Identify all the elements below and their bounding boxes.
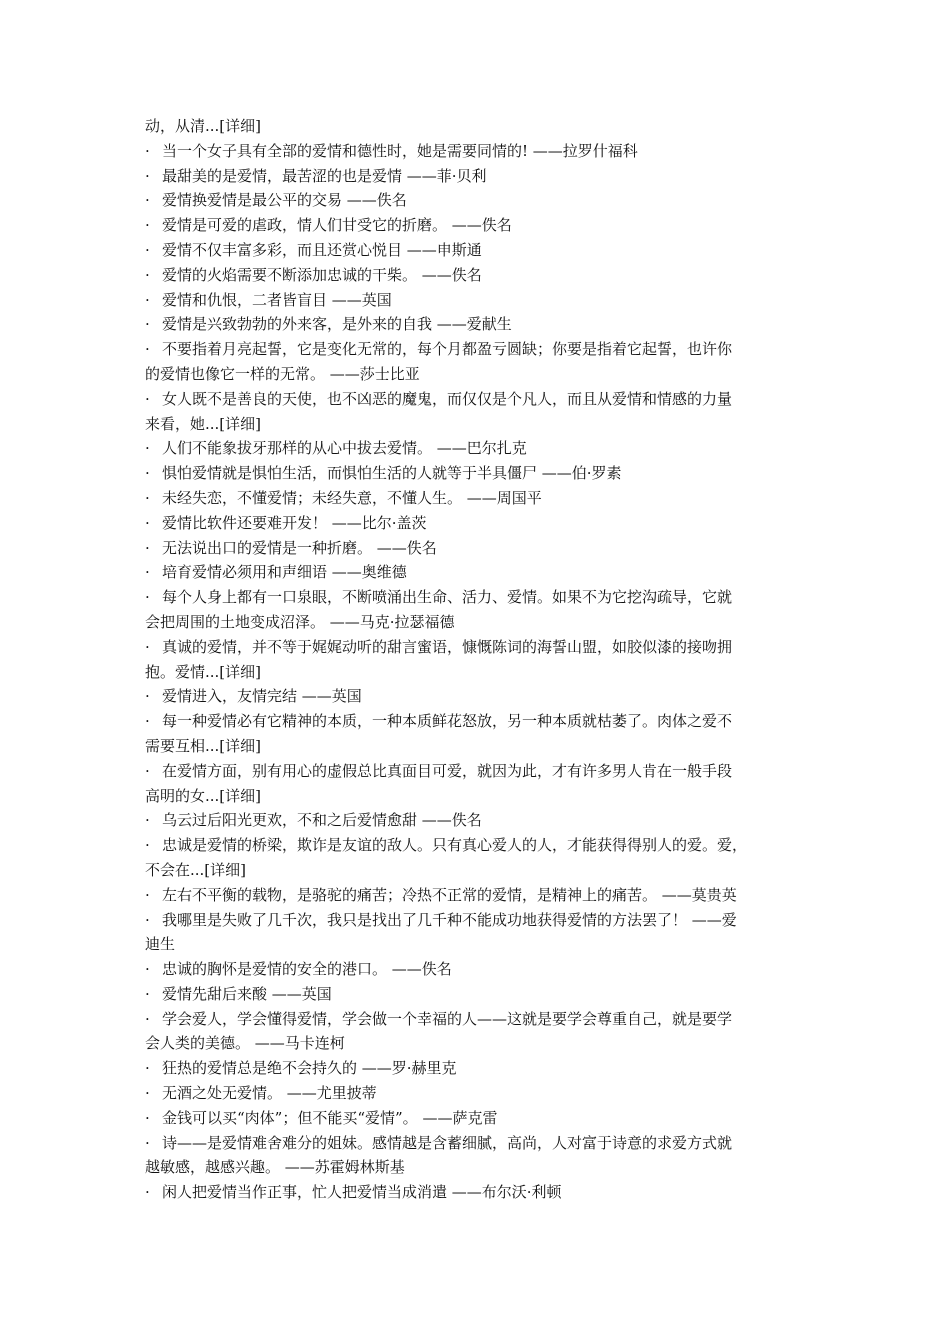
bullet-marker: · <box>145 240 150 259</box>
quote-text: 忠诚的胸怀是爱情的安全的港口。 ——佚名 <box>162 960 452 979</box>
bullet-marker: · <box>145 910 150 929</box>
bullet-marker: · <box>145 1009 150 1028</box>
quote-line <box>145 188 812 213</box>
document-body <box>145 114 812 1205</box>
quote-line <box>145 908 812 933</box>
quote-text: 越敏感，越感兴趣。 ——苏霍姆林斯基 <box>145 1158 405 1177</box>
quote-line <box>145 536 812 561</box>
quote-text: 爱情和仇恨，二者皆盲目 ——英国 <box>162 290 392 309</box>
quote-text: 爱情先甜后来酸 ——英国 <box>162 984 332 1003</box>
quote-line <box>145 560 812 585</box>
quote-text: 真诚的爱情，并不等于娓娓动听的甜言蜜语，慷慨陈词的海誓山盟，如胶似漆的接吻拥 <box>162 637 733 656</box>
quote-text: 每一种爱情必有它精神的本质，一种本质鲜花怒放，另一种本质就枯萎了。肉体之爱不 <box>162 712 733 731</box>
bullet-marker: · <box>145 265 150 284</box>
quote-line <box>145 139 812 164</box>
quote-line <box>145 585 812 610</box>
quote-line <box>145 1056 812 1081</box>
quote-continuation-line <box>145 858 812 883</box>
quote-line <box>145 238 812 263</box>
quote-text: 会把周围的土地变成沼泽。 ——马克·拉瑟福德 <box>145 612 455 631</box>
quote-line <box>145 1007 812 1032</box>
quote-text: 狂热的爱情总是绝不会持久的 ——罗·赫里克 <box>162 1059 457 1078</box>
quote-text: 爱情的火焰需要不断添加忠诚的干柴。 ——佚名 <box>162 265 482 284</box>
bullet-marker: · <box>145 315 150 334</box>
bullet-marker: · <box>145 216 150 235</box>
quote-text: 最甜美的是爱情，最苦涩的也是爱情 ——菲·贝利 <box>162 166 487 185</box>
quote-text: 爱情是可爱的虐政，情人们甘受它的折磨。 ——佚名 <box>162 216 512 235</box>
quote-text: 人们不能象拔牙那样的从心中拔去爱情。 ——巴尔扎克 <box>162 439 527 458</box>
quote-line <box>145 436 812 461</box>
quote-line <box>145 808 812 833</box>
quote-line <box>145 288 812 313</box>
quote-line <box>145 263 812 288</box>
bullet-marker: · <box>145 563 150 582</box>
quote-line <box>145 759 812 784</box>
quote-continuation-line <box>145 784 812 809</box>
bullet-marker: · <box>145 811 150 830</box>
bullet-marker: · <box>145 836 150 855</box>
bullet-marker: · <box>145 761 150 780</box>
quote-text: 无法说出口的爱情是一种折磨。 ——佚名 <box>162 538 437 557</box>
quote-line <box>145 1131 812 1156</box>
quote-text: 爱情不仅丰富多彩，而且还赏心悦目 ——申斯通 <box>162 240 482 259</box>
bullet-marker: · <box>145 191 150 210</box>
quote-line <box>145 635 812 660</box>
quote-continuation-line <box>145 412 812 437</box>
quote-line <box>145 213 812 238</box>
quote-text: 女人既不是善良的天使，也不凶恶的魔鬼，而仅仅是个凡人，而且从爱情和情感的力量 <box>162 389 733 408</box>
bullet-marker: · <box>145 439 150 458</box>
quote-text: 的爱情也像它一样的无常。 ——莎士比亚 <box>145 364 420 383</box>
quote-text: 高明的女...[详细] <box>145 786 262 805</box>
bullet-marker: · <box>145 538 150 557</box>
quote-text: 爱情换爱情是最公平的交易 ——佚名 <box>162 191 407 210</box>
quote-line <box>145 982 812 1007</box>
bullet-marker: · <box>145 960 150 979</box>
quote-line <box>145 883 812 908</box>
quote-line <box>145 709 812 734</box>
quote-text: 来看，她...[详细] <box>145 414 262 433</box>
quote-text: 未经失恋，不懂爱情；未经失意，不懂人生。 ——周国平 <box>162 488 542 507</box>
quote-continuation-line <box>145 660 812 685</box>
quote-text: 不会在...[详细] <box>145 860 247 879</box>
quote-text: 迪生 <box>145 935 176 954</box>
quote-line <box>145 511 812 536</box>
bullet-marker: · <box>145 340 150 359</box>
bullet-marker: · <box>145 488 150 507</box>
bullet-marker: · <box>145 712 150 731</box>
bullet-marker: · <box>145 513 150 532</box>
bullet-marker: · <box>145 1108 150 1127</box>
quote-text: 闲人把爱情当作正事，忙人把爱情当成消遣 ——布尔沃·利顿 <box>162 1183 562 1202</box>
quote-line <box>145 1081 812 1106</box>
quote-line <box>145 1106 812 1131</box>
quote-text: 动，从清...[详细] <box>145 117 262 135</box>
quote-text: 无酒之处无爱情。 ——尤里披蒂 <box>162 1084 377 1103</box>
quote-text: 抱。爱情...[详细] <box>145 662 262 681</box>
quote-text: 乌云过后阳光更欢，不和之后爱情愈甜 ——佚名 <box>162 811 482 830</box>
bullet-marker: · <box>145 984 150 1003</box>
bullet-marker: · <box>145 1183 150 1202</box>
quote-text: 金钱可以买“肉体”；但不能买“爱情”。 ——萨克雷 <box>162 1108 498 1127</box>
bullet-marker: · <box>145 1133 150 1152</box>
quote-continuation-line <box>145 1031 812 1056</box>
quote-continuation-line <box>145 114 812 139</box>
bullet-marker: · <box>145 588 150 607</box>
bullet-marker: · <box>145 464 150 483</box>
quote-line <box>145 486 812 511</box>
quote-line <box>145 957 812 982</box>
quote-continuation-line <box>145 932 812 957</box>
bullet-marker: · <box>145 1084 150 1103</box>
quote-line <box>145 312 812 337</box>
quote-text: 诗——是爱情难舍难分的姐妹。感情越是含蓄细腻，高尚，人对富于诗意的求爱方式就 <box>162 1133 733 1152</box>
quote-text: 我哪里是失败了几千次，我只是找出了几千种不能成功地获得爱情的方法罢了！ ——爱 <box>162 910 737 929</box>
quote-line <box>145 1180 812 1205</box>
quote-text: 会人类的美德。 ——马卡连柯 <box>145 1034 345 1053</box>
bullet-marker: · <box>145 166 150 185</box>
bullet-marker: · <box>145 885 150 904</box>
quote-text: 培育爱情必须用和声细语 ——奥维德 <box>162 563 407 582</box>
quote-line <box>145 164 812 189</box>
bullet-marker: · <box>145 687 150 706</box>
quote-line <box>145 684 812 709</box>
bullet-marker: · <box>145 637 150 656</box>
quote-line <box>145 337 812 362</box>
bullet-marker: · <box>145 141 150 160</box>
quote-continuation-line <box>145 362 812 387</box>
quote-text: 忠诚是爱情的桥梁，欺诈是友谊的敌人。只有真心爱人的人，才能获得得别人的爱。爱， <box>162 836 748 855</box>
quote-continuation-line <box>145 734 812 759</box>
quote-text: 不要指着月亮起誓，它是变化无常的，每个月都盈亏圆缺；你要是指着它起誓，也许你 <box>162 340 733 359</box>
quote-text: 惧怕爱情就是惧怕生活，而惧怕生活的人就等于半具僵尸 ——伯·罗素 <box>162 464 622 483</box>
quote-line <box>145 387 812 412</box>
quote-text: 需要互相...[详细] <box>145 736 262 755</box>
quote-text: 爱情比软件还要难开发！ ——比尔·盖茨 <box>162 513 427 532</box>
quote-line <box>145 833 812 858</box>
quote-text: 爱情是兴致勃勃的外来客，是外来的自我 ——爱献生 <box>162 315 512 334</box>
quote-text: 学会爱人，学会懂得爱情，学会做一个幸福的人——这就是要学会尊重自己，就是要学 <box>162 1009 733 1028</box>
quote-text: 当一个女子具有全部的爱情和德性时，她是需要同情的! ——拉罗什福科 <box>162 141 638 160</box>
quote-text: 爱情进入，友情完结 ——英国 <box>162 687 362 706</box>
quote-text: 每个人身上都有一口泉眼，不断喷涌出生命、活力、爱情。如果不为它挖沟疏导，它就 <box>162 588 733 607</box>
bullet-marker: · <box>145 290 150 309</box>
quote-line <box>145 461 812 486</box>
quote-text: 在爱情方面，别有用心的虚假总比真面目可爱，就因为此，才有许多男人肯在一般手段 <box>162 761 733 780</box>
quote-text: 左右不平衡的载物，是骆驼的痛苦；冷热不正常的爱情，是精神上的痛苦。 ——莫贵英 <box>162 885 737 904</box>
quote-continuation-line <box>145 610 812 635</box>
bullet-marker: · <box>145 1059 150 1078</box>
bullet-marker: · <box>145 389 150 408</box>
quote-continuation-line <box>145 1155 812 1180</box>
